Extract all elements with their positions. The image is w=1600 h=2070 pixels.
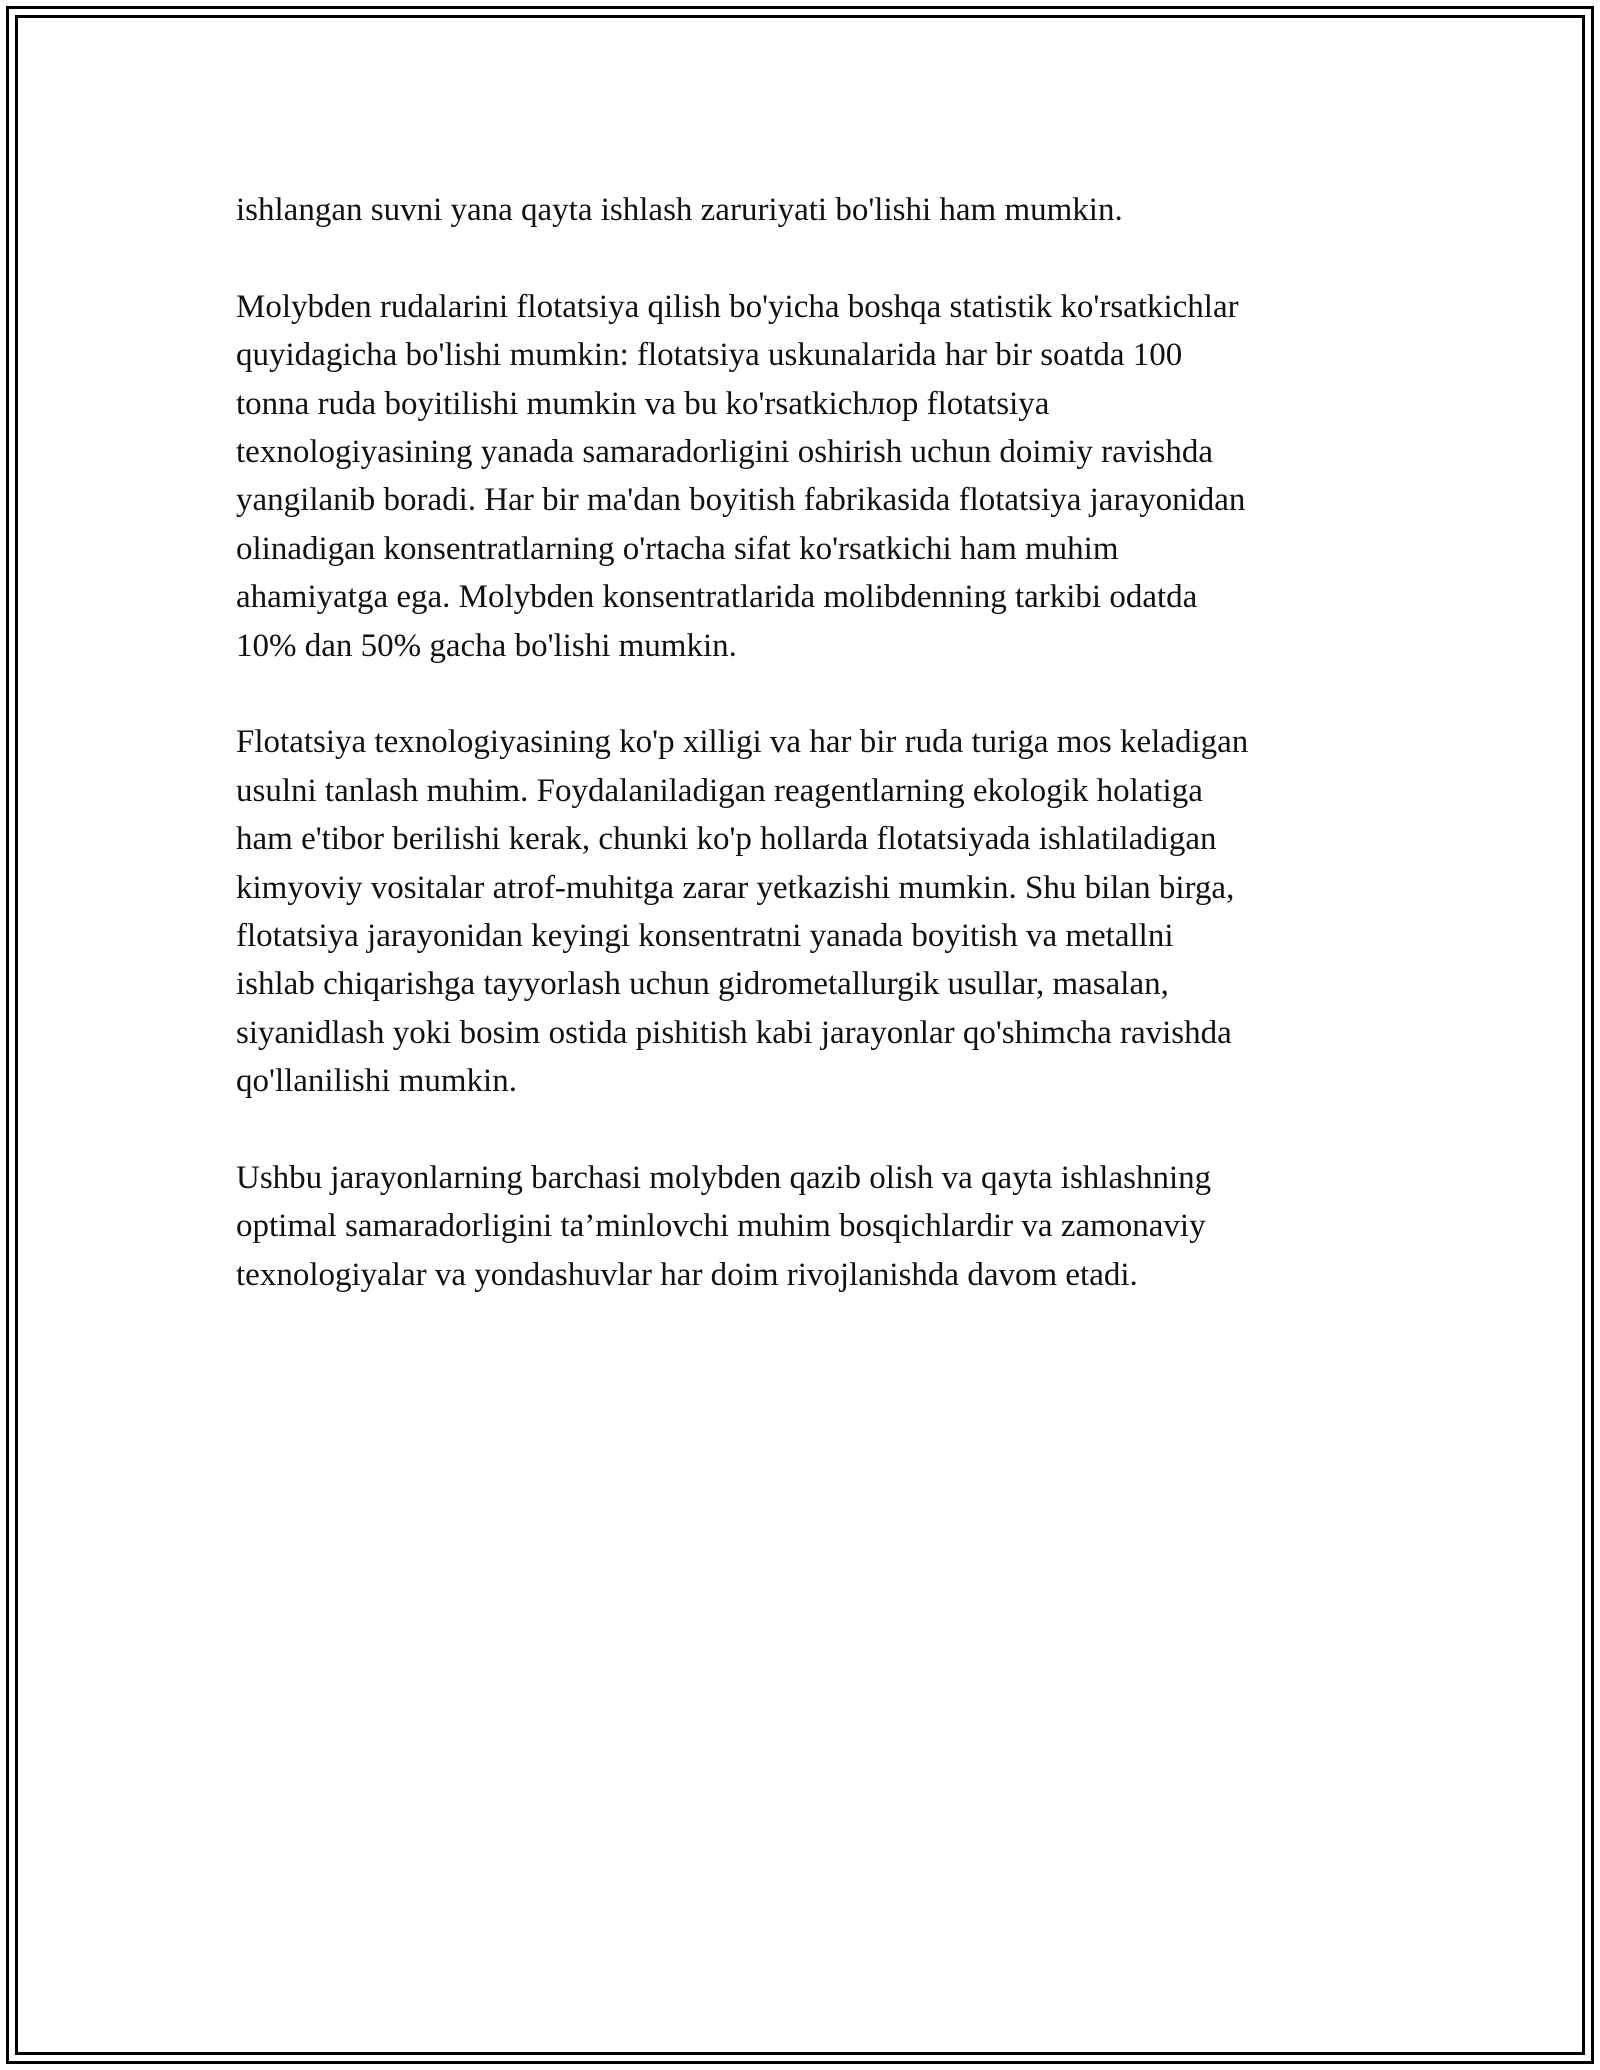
document-body bbox=[236, 186, 1386, 1348]
paragraph-2: Molybden rudalarini flotatsiya qilish bo'yicha boshqa statistik ko'rsatkichlar quyidagicha bo'lishi mumkin: flotatsiya uskunalarida har bir soatda 100 tonna ruda boyitilishi mumkin va bu ko'rsatkichлор flotatsiya texnologiyasining yanada samaradorligini oshirish uchun doimiy ravishda yangilanib boradi. Har bir ma'dan boyitish fabrikasida flotatsiya jarayonidan olinadigan konsentratlarning o'rtacha sifat ko'rsatkichi ham muhim ahamiyatga ega. Molybden konsentratlarida molibdenning tarkibi odatda 10% dan 50% gacha bo'lishi mumkin. bbox=[236, 288, 1246, 664]
paragraph-4: Ushbu jarayonlarning barchasi molybden qazib olish va qayta ishlashning optimal samaradorligini ta’minlovchi muhim bosqichlardir va zamonaviy texnologiyalar va yondashuvlar har doim rivojlanishda davom etadi. bbox=[236, 1160, 1212, 1293]
paragraph-1: ishlangan suvni yana qayta ishlash zaruriyati bo'lishi ham mumkin. bbox=[236, 192, 1123, 228]
paragraph-3: Flotatsiya texnologiyasining ko'p xilligi va har bir ruda turiga mos keladigan usulni tanlash muhim. Foydalaniladigan reagentlarning ekologik holatiga ham e'tibor berilishi kerak, chunki ko'p hollarda flotatsiyada ishlatiladigan kimyoviy vositalar atrof-muhitga zarar yetkazishi mumkin. Shu bilan birga, flotatsiya jarayonidan keyingi konsentratni yanada boyitish va metallni ishlab chiqarishga tayyorlash uchun gidrometallurgik usullar, masalan, siyanidlash yoki bosim ostida pishitish kabi jarayonlar qo'shimcha ravishda qo'llanilishi mumkin. bbox=[236, 724, 1249, 1100]
